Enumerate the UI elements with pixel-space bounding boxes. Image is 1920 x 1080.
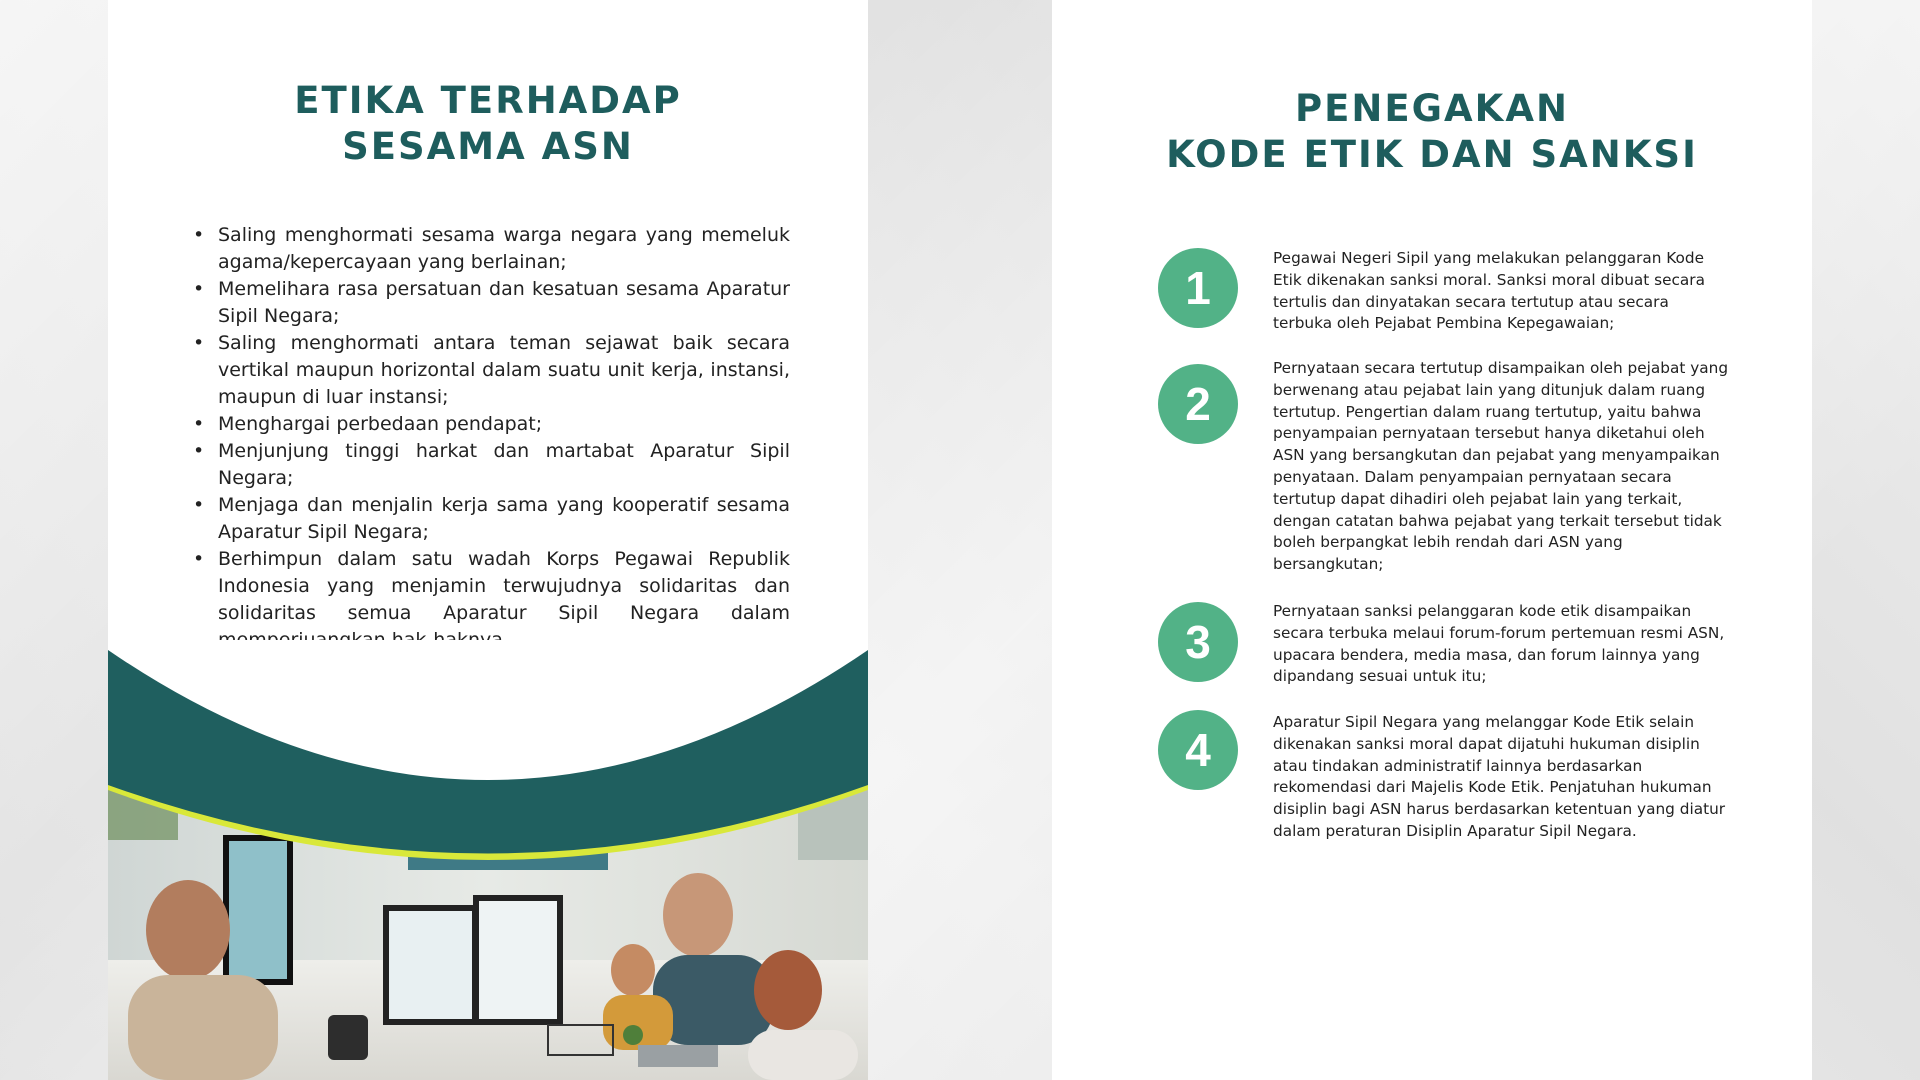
left-title-line1: ETIKA TERHADAP: [294, 79, 682, 122]
right-page-title: [1052, 86, 1812, 178]
list-item: • Menjaga dan menjalin kerja sama yang kooperatif sesama Aparatur Sipil Negara;: [218, 492, 790, 546]
step-number-circle: 3: [1158, 602, 1238, 682]
step-text: Aparatur Sipil Negara yang melanggar Kode Etik selain dikenakan sanksi moral dapat dijatuhi hukuman disiplin atau tindakan administratif lainnya berdasarkan rekomendasi dari Majelis Kode Etik. Penjatuhan hukuman disiplin bagi ASN harus berdasarkan ketentuan yang diatur dalam peraturan Disiplin Aparatur Sipil Negara.: [1273, 713, 1726, 840]
ethics-list: [218, 222, 790, 654]
left-page-title: [108, 78, 868, 170]
decorative-arc: [108, 640, 868, 880]
right-title-line1: PENEGAKAN: [1295, 87, 1569, 130]
list-item: • Saling menghormati antara teman sejawat baik secara vertikal maupun horizontal dalam suatu unit kerja, instansi, maupun di luar instansi;: [218, 330, 790, 411]
step-text: Pernyataan secara tertutup disampaikan oleh pejabat yang berwenang atau pejabat lain yang ditunjuk dalam ruang tertutup. Pengertian dalam ruang tertutup, yaitu bahwa penyampaian pernyataan tersebut hanya diketahui oleh ASN yang bersangkutan dan pejabat yang menyampaikan penyataan. Dalam penyampaian pernyataan secara tertutup dapat dihadiri oleh pejabat lain yang terkait, dengan catatan bahwa pejabat yang terkait tersebut tidak boleh berpangkat lebih rendah dari ASN yang bersangkutan;: [1273, 359, 1729, 574]
list-item: • Berhimpun dalam satu wadah Korps Pegawai Republik Indonesia yang menjamin terwujudnya solidaritas dan solidaritas semua Aparatur Sipil Negara dalam: [218, 546, 790, 654]
list-item: • Saling menghormati sesama warga negara yang memeluk agama/kepercayaan yang berlainan;: [218, 222, 790, 276]
step-number-circle: 4: [1158, 710, 1238, 790]
right-title-line2: KODE ETIK DAN SANKSI: [1166, 133, 1698, 176]
step-number-circle: 1: [1158, 248, 1238, 328]
page-left: [108, 0, 868, 1080]
list-item: • Menjunjung tinggi harkat dan martabat Aparatur Sipil Negara;: [218, 438, 790, 492]
page-right: [1052, 0, 1812, 1080]
step-text: Pernyataan sanksi pelanggaran kode etik disampaikan secara terbuka melaui forum-forum pertemuan resmi ASN, upacara bendera, media masa, dan forum lainnya yang dipandang sesuai untuk itu;: [1273, 602, 1725, 686]
step-text: Pegawai Negeri Sipil yang melakukan pelanggaran Kode Etik dikenakan sanksi moral. Sanksi moral dibuat secara tertulis dan dinyatakan secara tertutup atau secara terbuka oleh Pejabat Pembina Kepegawaian;: [1273, 249, 1705, 333]
list-item: • Memelihara rasa persatuan dan kesatuan sesama Aparatur Sipil Negara;: [218, 276, 790, 330]
list-item: • Menghargai perbedaan pendapat;: [218, 411, 790, 438]
step-number-circle: 2: [1158, 364, 1238, 444]
left-title-line2: SESAMA ASN: [342, 125, 634, 168]
